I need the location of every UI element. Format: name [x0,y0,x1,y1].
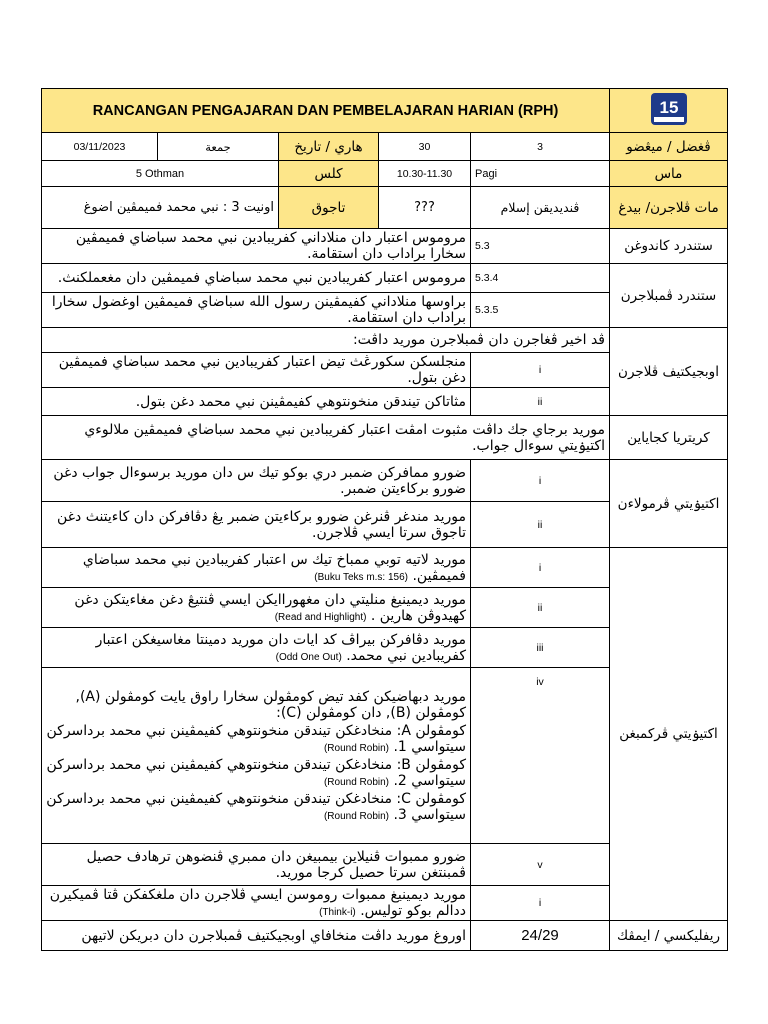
info-row-class [42,161,728,187]
rph-table [41,88,728,951]
subject-value: ڤنديديقن إسلام [471,187,610,229]
content-standard-label: ستندرد كاندوغن [610,229,728,264]
group-text: كومڤولن B: منخادغكن تيندقن منخونتوهي كفيمڤينن نبي محمد برداسركن سيتواسي 2. [46,756,466,789]
info-row-date [42,133,728,161]
reflection-text: اوروغ موريد داڤت منخافاي اوبجيكتيف ڤمبلاجرن دان دبريكن لاتيهن [42,921,471,951]
number-value: 3 [471,133,610,161]
class-label: كلس [279,161,379,187]
group-activity [46,757,466,789]
unit-value: اونيت 3 : نبي محمد فميمڤين اضوغ [42,187,279,229]
development-label: اكتيۏيتي ڤركمبغن [610,548,728,921]
criteria-text: موريد برجاي جك داڤت مثبوت امڤت اعتبار كفريبادين نبي محمد سباضاي فميمڤين ملالوءي اكتيۏيتي سوءال جواب. [42,416,610,460]
svg-text:15: 15 [659,97,678,117]
induction-label: اكتيۏيتي ڤرمولاءن [610,460,728,548]
criteria-label: كريتريا كجاياين [610,416,728,460]
document-title: RANCANGAN PENGAJARAN DAN PEMBELAJARAN HARIAN (RPH) [42,89,610,133]
development-number: ii [471,588,610,628]
criteria-row [42,416,728,460]
objective-number: ii [471,388,610,416]
content-standard-row [42,229,728,264]
development-text [42,588,471,628]
learning-standard-label: ستندرد ڤمبلاجرن [610,264,728,328]
rph-document [41,88,727,951]
group-note: (Round Robin) [323,810,390,822]
header-row [42,89,728,133]
development-number: iv [471,668,610,844]
group-activity [46,723,466,755]
subject-label: ڤغضل / ميڠضو [610,133,728,161]
objectives-intro: ڤد اخير ڤغاجرن دان ڤمبلاجرن موريد داڤت: [42,328,610,353]
objective-text: مثاتاكن تيندقن منخونتوهي كفيمڤينن نبي محمد دغن بتول. [42,388,471,416]
count-value: 30 [379,133,471,161]
development-item-text: موريد لاتيه توبي ممباخ تيك س اعتبار كفريبادين نبي محمد سباضاي فميمڤين. [82,551,466,584]
objectives-intro-row [42,328,728,353]
topic-label: تاجوق [279,187,379,229]
learning-standard-row [42,264,728,293]
info-row-topic [42,187,728,229]
class-value: 5 Othman [42,161,279,187]
school-logo [610,89,728,133]
development-item-text: موريد دڤافركن بيراڤ كد ايات دان موريد دمينتا مغاسيغكن اعتبار كفريبادين نبي محمد. [95,631,466,664]
objective-number: i [471,353,610,388]
objective-text: منجلسكن سكورڠث تيض اعتبار كفريبادين نبي محمد سباضاي فميمڤين دغن بتول. [42,353,471,388]
day-date-label: هاري / تاريخ [279,133,379,161]
group-note: (Round Robin) [323,742,390,754]
development-text [42,548,471,588]
session-value: Pagi [471,161,610,187]
development-group-text [42,668,471,844]
development-text [42,628,471,668]
closing-number: i [471,886,610,921]
development-item-note: (Read and Highlight) [274,611,367,623]
induction-number: i [471,460,610,502]
development-row [42,548,728,588]
objectives-label: اوبجيكتيف ڤلاجرن [610,328,728,416]
induction-text: ضورو ممافركن ضمبر دري بوكو تيك س دان موريد برسوءال جواب دغن ضورو بركاءيتن ضمبر. [42,460,471,502]
school-logo-icon [649,91,689,127]
group-text: كومڤولن C: منخادغكن تيندقن منخونتوهي كفيمڤينن نبي محمد برداسركن سيتواسي 3. [46,790,466,823]
reflection-score: 24/29 [471,921,610,951]
development-item-note: (Odd One Out) [275,651,342,663]
date-value: 03/11/2023 [42,133,158,161]
learning-standard-code: 5.3.5 [471,293,610,328]
time-label: ماس [610,161,728,187]
induction-text: موريد مندغر ڤنرغن ضورو بركاءيتن ضمبر يڠ دڤافركن دان كاءيتنث دغن تاجوق سرتا ايسي ڤلاجرن. [42,502,471,548]
learning-standard-code: 5.3.4 [471,264,610,293]
induction-number: ii [471,502,610,548]
learning-standard-text: براوسها منلاداني كفيمڤينن رسول الله سباضاي فميمڤين اوغضول سخارا براداب دان استقامة. [42,293,471,328]
closing-item-text: موريد ديمينيغ ممبوات روموسن ايسي ڤلاجرن دان ملغكفكن ڤتا ڤميكيرن ددالم بوكو توليس. [49,887,466,919]
learning-standard-text: مروموس اعتبار كفريبادين نبي محمد سباضاي فميمڤين دان مغعملكنث. [42,264,471,293]
development-number: i [471,548,610,588]
closing-item-note: (Think-i) [319,907,356,918]
induction-row [42,460,728,502]
day-value: جمعة [158,133,279,161]
group-text: كومڤولن A: منخادغكن تيندقن منخونتوهي كفيمڤينن نبي محمد برداسركن سيتواسي 1. [46,722,466,755]
development-number: iii [471,628,610,668]
reflection-row [42,921,728,951]
content-standard-code: 5.3 [471,229,610,264]
development-item-note: (Buku Teks m.s: 156) [314,571,409,583]
development-item-text: موريد ديمينيغ منليتي دان مغهوراايكن ايسي ڤنتيڠ دغن مغاءيتكن دغن كهيدوڤن هارين . [74,591,466,624]
development-text: ضورو ممبوات ڤنيلاين بيمبيغن دان ممبري ڤنضوهن ترهادف حصيل ڤمبنتغن سرتا حصيل كرجا موريد. [42,844,471,886]
reflection-label: ريفليكسي / ايمڤك [610,921,728,951]
time-value: 10.30-11.30 [379,161,471,187]
subject-area-label: مات ڤلاجرن/ بيدغ [610,187,728,229]
closing-text [42,886,471,921]
group-intro: موريد دبهاضيكن كفد تيض كومڤولن سخارا راوق يايت كومڤولن (A), كومڤولن (B), دان كومڤولن (C): [75,688,466,721]
group-note: (Round Robin) [323,776,390,788]
development-number: v [471,844,610,886]
topic-value: ??? [379,187,471,229]
content-standard-text: مروموس اعتبار دان منلاداني كفريبادين نبي محمد سباضاي فميمڤين سخارا براداب دان استقامة. [42,229,471,264]
group-activity [46,791,466,823]
